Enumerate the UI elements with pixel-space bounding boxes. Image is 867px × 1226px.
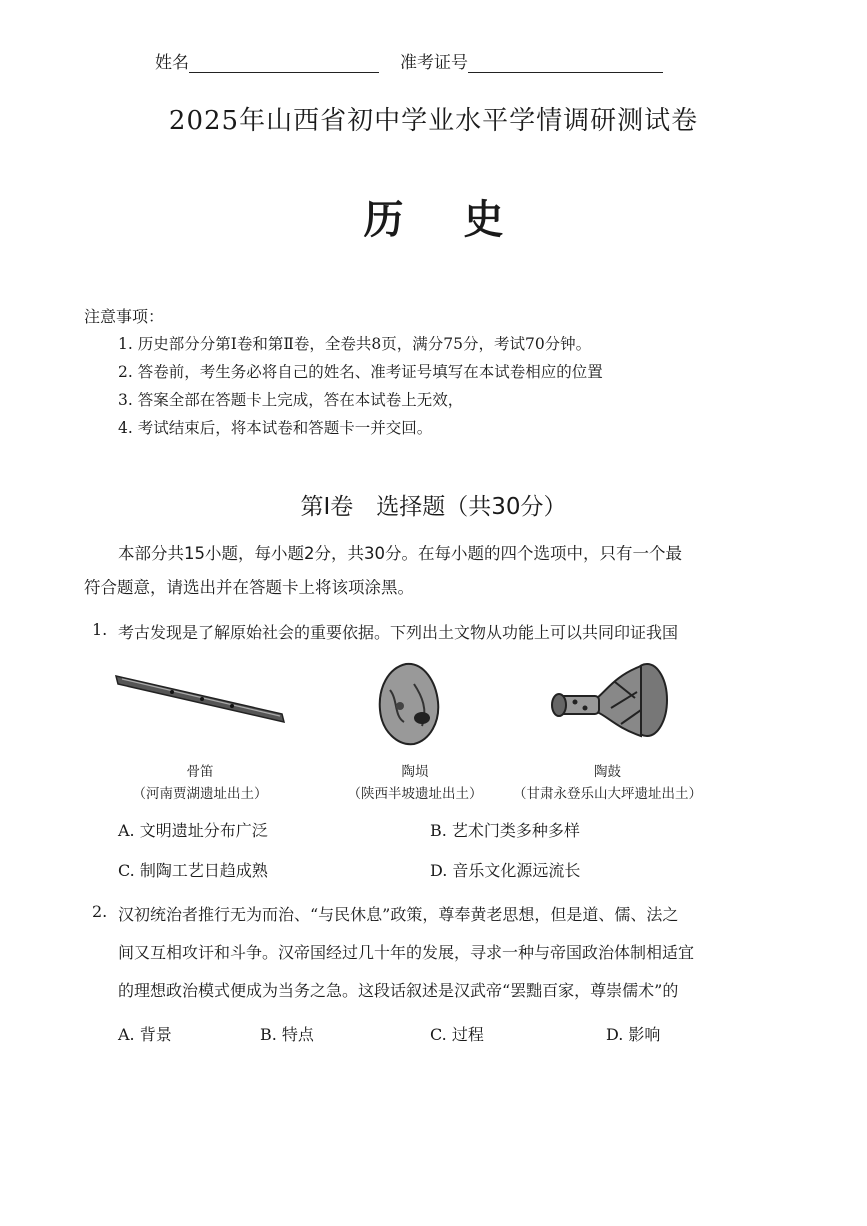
name-blank (189, 54, 379, 73)
q2-option-c: C. 过程 (430, 1025, 484, 1044)
q1-option-b: B. 艺术门类多种多样 (430, 821, 580, 840)
q2-stem-line3: 的理想政治模式便成为当务之急。这段话叙述是汉武帝“罢黜百家，尊崇儒术”的 (118, 981, 679, 1000)
q2-option-b: B. 特点 (260, 1025, 314, 1044)
q2-option-d: D. 影响 (606, 1025, 661, 1044)
q1-option-d: D. 音乐文化源远流长 (430, 861, 581, 880)
artifact-site: （陕西半坡遗址出土） (347, 786, 483, 802)
q2-stem-line2: 间又互相攻讦和斗争。汉帝国经过几十年的发展，寻求一种与帝国政治体制相适宜 (118, 943, 695, 962)
bone-flute-icon (112, 662, 292, 732)
id-field (400, 48, 663, 73)
name-label: 姓名 (155, 53, 189, 73)
q2-stem-line1: 汉初统治者推行无为而治、“与民休息”政策，尊奉黄老思想，但是道、儒、法之 (118, 905, 679, 924)
artifact-name: 骨笛 (186, 764, 214, 780)
artifact-name: 陶埙 (401, 764, 429, 780)
q1-option-c: C. 制陶工艺日趋成熟 (118, 861, 268, 880)
q2-number: 2. (92, 902, 108, 921)
q1-stem: 考古发现是了解原始社会的重要依据。下列出土文物从功能上可以共同印证我国 (118, 623, 679, 642)
note-item: 4. 考试结束后，将本试卷和答题卡一并交回。 (118, 419, 433, 437)
notes-heading: 注意事项： (84, 307, 165, 326)
note-item: 3. 答案全部在答题卡上完成，答在本试卷上无效， (118, 391, 464, 409)
q2-option-a: A. 背景 (118, 1025, 172, 1044)
note-item: 1. 历史部分分第Ⅰ卷和第Ⅱ卷，全卷共8页，满分75分，考试70分钟。 (118, 335, 592, 353)
q1-option-a: A. 文明遗址分布广泛 (118, 821, 268, 840)
note-item: 2. 答卷前，考生务必将自己的姓名、准考证号填写在本试卷相应的位置 (118, 363, 603, 381)
section-intro-line2: 符合题意，请选出并在答题卡上将该项涂黑。 (84, 578, 414, 597)
name-field (155, 48, 379, 73)
subject-title: 历史 (363, 196, 564, 243)
id-blank (468, 54, 663, 73)
q1-number: 1. (92, 620, 108, 639)
artifact-site: （甘肃永登乐山大坪遗址出土） (513, 786, 702, 802)
id-label: 准考证号 (400, 53, 468, 73)
section-intro-line1: 本部分共15小题，每小题2分，共30分。在每小题的四个选项中，只有一个最 (118, 544, 682, 563)
clay-drum-icon (545, 658, 675, 748)
exam-title: 2025年山西省初中学业水平学情调研测试卷 (168, 106, 699, 136)
section-title: 第Ⅰ卷 选择题（共30分） (300, 494, 567, 520)
clay-xun-icon (370, 660, 450, 750)
artifact-site: （河南贾湖遗址出土） (132, 786, 268, 802)
artifact-name: 陶鼓 (594, 764, 621, 780)
